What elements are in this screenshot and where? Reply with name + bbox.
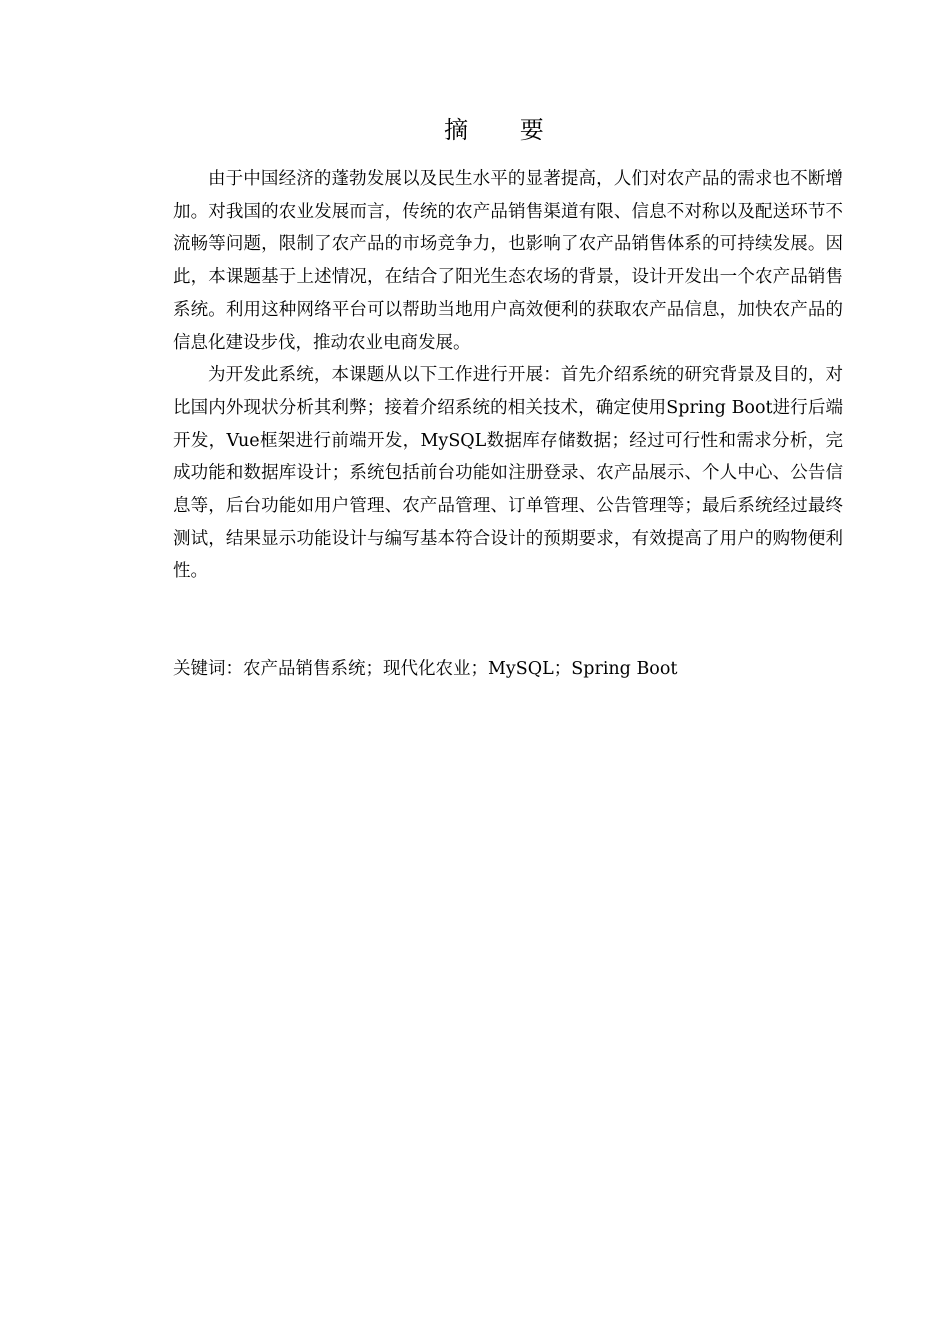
keywords-line [173,653,843,685]
abstract-body [173,163,843,588]
keywords-label: 关键词： [173,659,243,679]
abstract-paragraph-2: 为开发此系统，本课题从以下工作进行开展：首先介绍系统的研究背景及目的，对比国内外现状分析其利弊；接着介绍系统的相关技术，确定使用Spring Boot进行后端开发，Vue框架进行前端开发，MySQL数据库存储数据；经过可行性和需求分析，完成功能和数据库设计；系统包括前台功能如注册登录、农产品展示、个人中心、公告信息等，后台功能如用户管理、农产品管理、订单管理、公告管理等；最后系统经过最终测试，结果显示功能设计与编写基本符合设计的预期要求，有效提高了用户的购物便利性。 [173,365,843,582]
keywords-text: 农产品销售系统；现代化农业；MySQL；Spring Boot [243,659,678,679]
abstract-title: 摘 要 [444,116,566,144]
abstract-paragraph-1: 由于中国经济的蓬勃发展以及民生水平的显著提高，人们对农产品的需求也不断增加。对我国的农业发展而言，传统的农产品销售渠道有限、信息不对称以及配送环节不流畅等问题，限制了农产品的市场竞争力，也影响了农产品销售体系的可持续发展。因此，本课题基于上述情况，在结合了阳光生态农场的背景，设计开发出一个农产品销售系统。利用这种网络平台可以帮助当地用户高效便利的获取农产品信息，加快农产品的信息化建设步伐，推动农业电商发展。 [173,169,843,353]
